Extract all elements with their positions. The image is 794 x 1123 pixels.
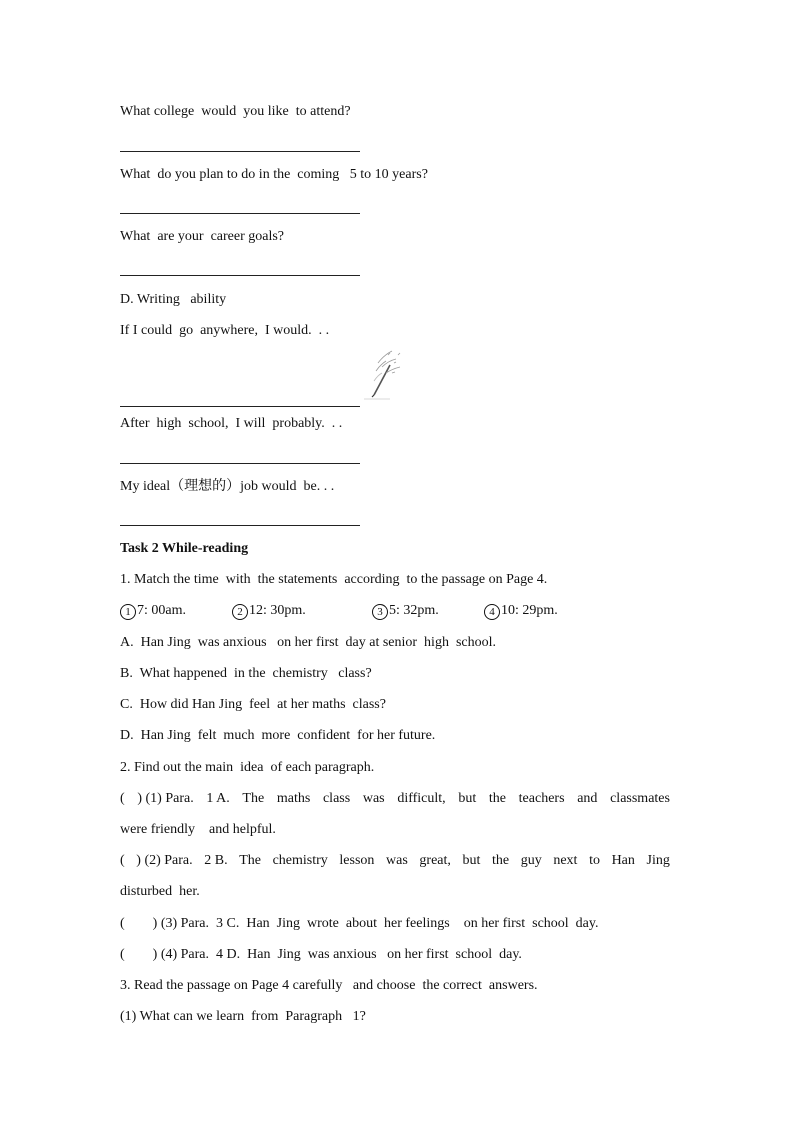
question-1-intro: 1. Match the time with the statements according to the passage on Page 4. <box>120 572 548 587</box>
word: was <box>362 791 385 806</box>
answer-line[interactable] <box>120 525 360 526</box>
statement-d: D. Han Jing felt much more confident for her future. <box>120 728 436 743</box>
answer-line[interactable] <box>120 151 360 152</box>
task2-heading: Task 2 While-reading <box>120 541 249 556</box>
word: 1 A. <box>206 791 230 806</box>
paragraph-match-2 <box>120 852 670 870</box>
paragraph-match-3: ( ) (3) Para. 3 C. Han Jing wrote about her feelings on her first school day. <box>120 916 599 931</box>
word: the <box>488 791 506 806</box>
time-value: 12: 30pm. <box>249 603 306 618</box>
answer-line[interactable] <box>120 463 360 464</box>
word: and <box>577 791 598 806</box>
word: ( <box>120 791 125 806</box>
paragraph-match-1-cont: were friendly and helpful. <box>120 822 276 837</box>
question-3-intro: 3. Read the passage on Page 4 carefully and choose the correct answers. <box>120 978 538 993</box>
answer-line[interactable] <box>120 406 360 407</box>
time-options <box>120 602 558 620</box>
statement-a: A. Han Jing was anxious on her first day at senior high school. <box>120 635 496 650</box>
section-writing-heading: D. Writing ability <box>120 292 227 307</box>
prompt-after-school: After high school, I will probably. . . <box>120 416 343 431</box>
word: maths <box>276 791 311 806</box>
time-value: 10: 29pm. <box>501 603 558 618</box>
word: the <box>492 853 510 868</box>
statement-b: B. What happened in the chemistry class? <box>120 666 372 681</box>
word: chemistry <box>272 853 328 868</box>
answer-line[interactable] <box>120 213 360 214</box>
statement-c: C. How did Han Jing feel at her maths class? <box>120 697 386 712</box>
circled-number: 3 <box>372 604 388 620</box>
word: classmates <box>610 791 670 806</box>
word: ) (2) Para. <box>136 853 193 868</box>
paragraph-match-2-cont: disturbed her. <box>120 884 200 899</box>
word: ) (1) Para. <box>137 791 194 806</box>
word: ( <box>120 853 125 868</box>
question-3-sub-1: (1) What can we learn from Paragraph 1? <box>120 1009 366 1024</box>
question-plan: What do you plan to do in the coming 5 to 10 years? <box>120 167 428 182</box>
word: to <box>589 853 600 868</box>
word: 2 B. <box>204 853 228 868</box>
word: Han <box>611 853 635 868</box>
word: The <box>239 853 261 868</box>
word: guy <box>520 853 542 868</box>
word: Jing <box>646 853 670 868</box>
time-value: 5: 32pm. <box>389 603 439 618</box>
question-career: What are your career goals? <box>120 229 285 244</box>
word: The <box>242 791 265 806</box>
word: class <box>322 791 351 806</box>
prompt-anywhere: If I could go anywhere, I would. . . <box>120 323 330 338</box>
word: teachers <box>518 791 565 806</box>
paragraph-match-1 <box>120 790 670 808</box>
paragraph-match-4: ( ) (4) Para. 4 D. Han Jing was anxious on her first school day. <box>120 947 522 962</box>
word: great, <box>419 853 451 868</box>
answer-line[interactable] <box>120 275 360 276</box>
time-value: 7: 00am. <box>137 603 186 618</box>
word: was <box>386 853 408 868</box>
question-2-intro: 2. Find out the main idea of each paragraph. <box>120 760 375 775</box>
word: lesson <box>339 853 375 868</box>
word: difficult, <box>397 791 446 806</box>
word: next <box>553 853 578 868</box>
pen-sketch-image <box>356 345 406 401</box>
prompt-ideal-job: My ideal（理想的）job would be. . . <box>120 479 335 494</box>
circled-number: 2 <box>232 604 248 620</box>
word: but <box>462 853 481 868</box>
circled-number: 1 <box>120 604 136 620</box>
word: but <box>458 791 477 806</box>
question-college: What college would you like to attend? <box>120 104 351 119</box>
circled-number: 4 <box>484 604 500 620</box>
